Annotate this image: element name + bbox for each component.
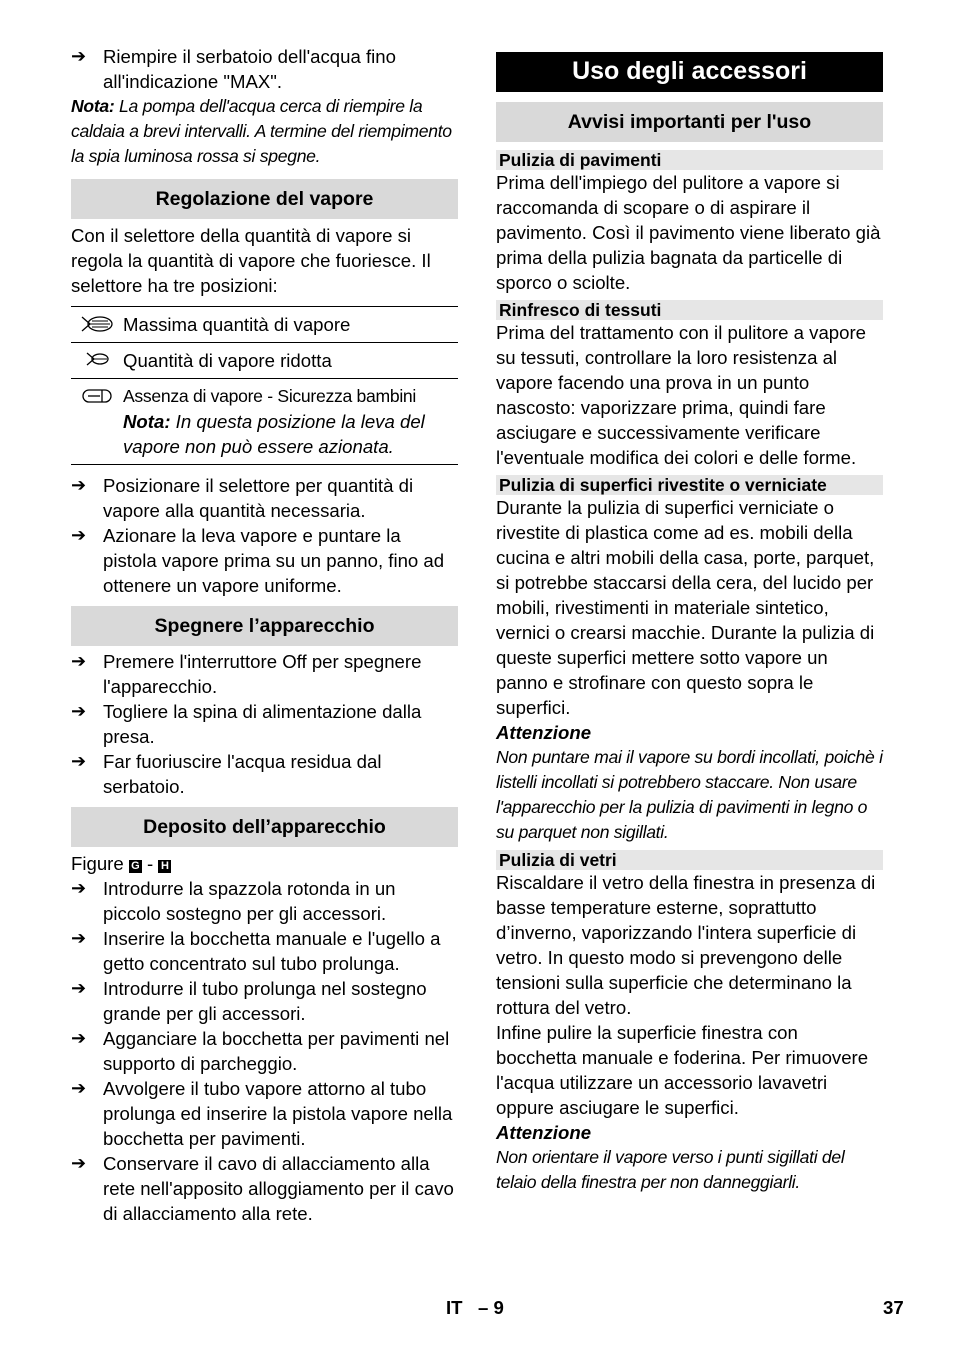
coated-warning-text: Non puntare mai il vapore su bordi incollati, poichè i listelli incollati si potrebbero staccare. Non usare l'apparecchio per la pulizia di pavimenti in legno o su parquet non sigillati.: [496, 747, 883, 842]
list-item: ➔ Agganciare la bocchetta per pavimenti nel supporto di parcheggio.: [71, 1028, 450, 1074]
arrow-right-icon: ➔: [71, 1078, 87, 1098]
table-row-max-steam: Massima quantità di vapore: [71, 307, 458, 343]
arrow-right-icon: ➔: [71, 701, 87, 721]
arrow-right-icon: ➔: [71, 475, 87, 495]
glass-text-1: Riscaldare il vetro della finestra in presenza di basse temperature esterne, soprattutto d’inverno, vaporizzando l'intera superficie di vetro. In questo modo si prevengono delle tensioni sulla superficie che determinano la rottura del vetro.: [496, 872, 876, 1018]
table-row-no-steam: Assenza di vapore - Sicurezza bambini Nota: In questa posizione la leva del vapore non può essere azionata.: [71, 379, 458, 464]
storage-figure-ref: Figure G - H: [71, 851, 458, 876]
steam-steps: [71, 473, 458, 598]
arrow-right-icon: ➔: [71, 1028, 87, 1048]
glass-warning-text: Non orientare il vapore verso i punti sigillati del telaio della finestra per non danneggiarli.: [496, 1147, 845, 1192]
intro-note: Nota: La pompa dell'acqua cerca di riempire la caldaia a brevi intervalli. A termine del riempimento la spia luminosa rossa si spegne.: [71, 96, 452, 166]
subheading-fabrics: Rinfresco di tessuti: [496, 300, 883, 320]
list-item: ➔ Azionare la leva vapore e puntare la pistola vapore prima su un panno, fino ad ottenere un vapore uniforme.: [71, 525, 445, 596]
steam-off-icon: [80, 385, 114, 407]
list-item: ➔ Conservare il cavo di allacciamento alla rete nell'apposito alloggiamento per il cavo di allacciamento alla rete.: [71, 1153, 454, 1224]
arrow-right-icon: ➔: [71, 1153, 87, 1173]
list-item: ➔ Introdurre il tubo prolunga nel sostegno grande per gli accessori.: [71, 978, 427, 1024]
list-item: ➔ Far fuoriuscire l'acqua residua dal serbatoio.: [71, 751, 382, 797]
arrow-right-icon: ➔: [71, 978, 87, 998]
figure-g-label: G: [129, 860, 142, 873]
figure-h-label: H: [158, 860, 171, 873]
arrow-right-icon: ➔: [71, 878, 87, 898]
switch-off-steps: [71, 649, 458, 799]
footer-page-number: 37: [883, 1297, 904, 1318]
section-heading-switch-off: Spegnere l’apparecchio: [71, 606, 458, 646]
section-heading-storage: Deposito dell’apparecchio: [71, 807, 458, 847]
list-item: ➔ Togliere la spina di alimentazione dalla presa.: [71, 701, 422, 747]
subheading-coated-surfaces: Pulizia di superfici rivestite o verniciate: [496, 475, 883, 495]
arrow-right-icon: ➔: [71, 928, 87, 948]
arrow-right-icon: ➔: [71, 751, 87, 771]
section-heading-notices: Avvisi importanti per l'uso: [496, 102, 883, 142]
glass-text-2: Infine pulire la superficie finestra con bocchetta manuale e foderina. Per rimuovere l'acqua utilizzare un accessorio lavavetri oppure asciugare le superfici.: [496, 1022, 869, 1118]
coated-warning-heading: Attenzione: [496, 722, 592, 743]
page-title: Uso degli accessori: [496, 52, 883, 92]
list-item: ➔ Avvolgere il tubo vapore attorno al tubo prolunga ed inserire la pistola vapore nella bocchetta per pavimenti.: [71, 1078, 453, 1149]
steam-regulation-text: Con il selettore della quantità di vapore si regola la quantità di vapore che fuoriesce. Il selettore ha tre posizioni:: [71, 225, 431, 296]
fabrics-text: Prima del trattamento con il pulitore a vapore su tessuti, controllare la loro resistenza al vapore facendo una prova in un punto nascosto: vaporizzare prima, quindi fare asciugare e successivamente verificare l'eventuale modifica dei colori e delle forme.: [496, 322, 866, 468]
arrow-right-icon: ➔: [71, 46, 87, 66]
arrow-right-icon: ➔: [71, 651, 87, 671]
intro-step: ➔ Riempire il serbatoio dell'acqua fino all'indicazione "MAX".: [71, 46, 396, 92]
subheading-floors: Pulizia di pavimenti: [496, 150, 883, 170]
section-heading-steam-regulation: Regolazione del vapore: [71, 179, 458, 219]
steam-positions-table: [71, 306, 458, 465]
arrow-right-icon: ➔: [71, 525, 87, 545]
list-item: ➔ Inserire la bocchetta manuale e l'ugello a getto concentrato sul tubo prolunga.: [71, 928, 441, 974]
footer-language-page: IT – 9: [446, 1297, 504, 1318]
subheading-glass: Pulizia di vetri: [496, 850, 883, 870]
glass-warning-heading: Attenzione: [496, 1122, 592, 1143]
floors-text: Prima dell'impiego del pulitore a vapore si raccomanda di scopare o di aspirare il pavimento. Così il pavimento viene liberato già prima della pulizia bagnata da particelle di sporco o sciolte.: [496, 172, 881, 293]
table-row-reduced-steam: Quantità di vapore ridotta: [71, 343, 458, 379]
list-item: ➔ Introdurre la spazzola rotonda in un piccolo sostegno per gli accessori.: [71, 878, 396, 924]
left-column: [71, 44, 458, 1226]
list-item: ➔ Posizionare il selettore per quantità di vapore alla quantità necessaria.: [71, 475, 414, 521]
coated-text: Durante la pulizia di superfici verniciate o rivestite di plastica come ad es. mobili della cucina e altri mobili della casa, porte, parquet, si potrebbe staccarsi della cera, del lucido per mobili, rivestimenti in materiale sintetico, vernici o crearsi macchie. Durante la pulizia di queste superfici mettere sotto vapore un panno e strofinare con questo sopra le superfici.: [496, 497, 875, 718]
storage-steps: [71, 876, 458, 1226]
steam-max-icon: [78, 313, 116, 335]
list-item: ➔ Premere l'interruttore Off per spegnere l'apparecchio.: [71, 651, 422, 697]
right-column: [496, 52, 883, 1195]
steam-reduced-icon: [83, 349, 111, 369]
